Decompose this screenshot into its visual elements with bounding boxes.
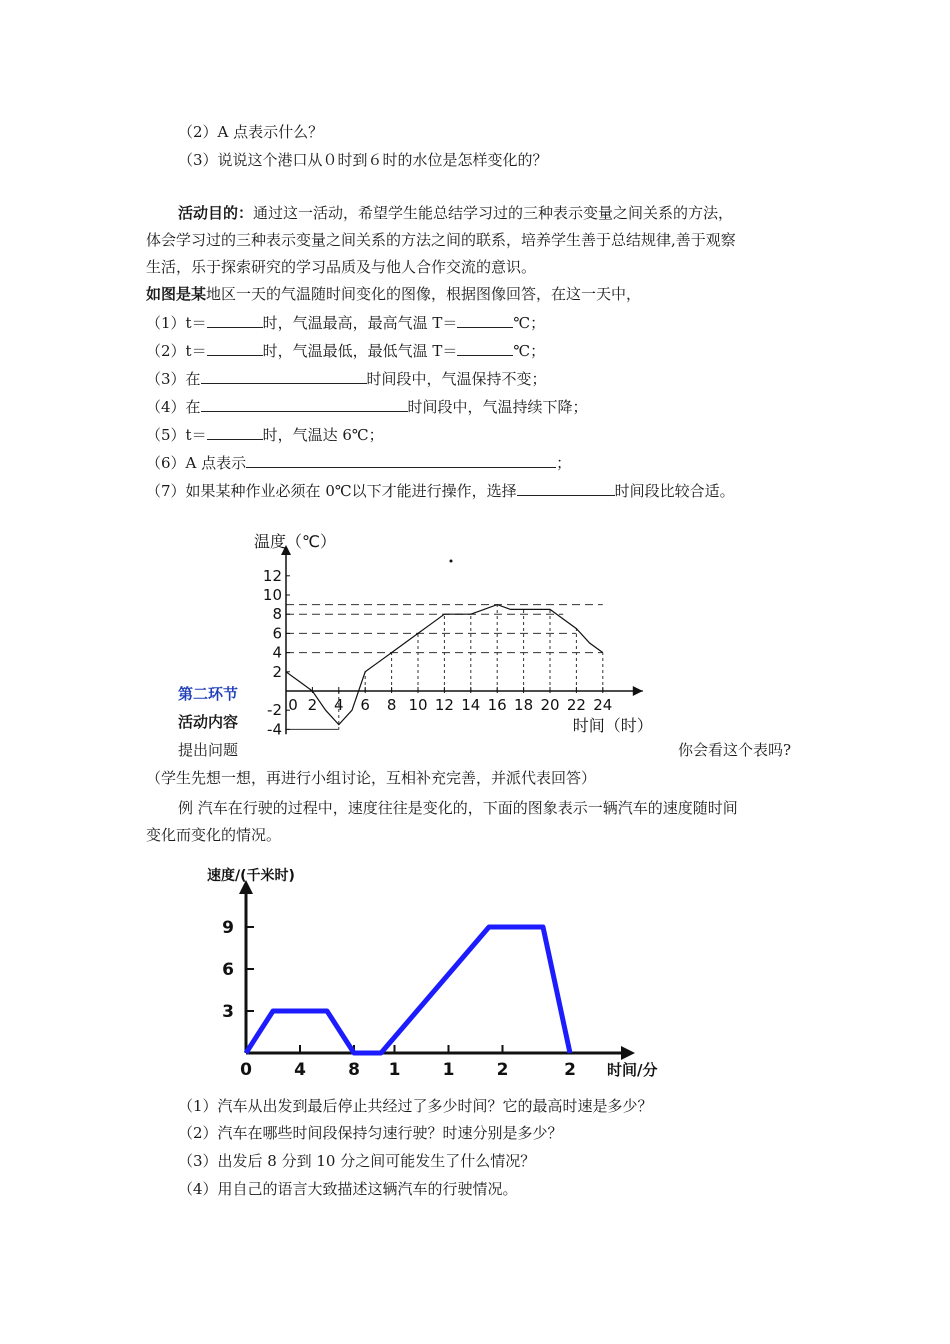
speed-x-tick-label: 8 [348, 1060, 360, 1080]
temp-x-tick-label: 22 [566, 696, 586, 714]
problem-lead-rest: 地区一天的气温随时间变化的图像，根据图像回答，在这一天中， [206, 285, 642, 303]
q3-text-b: 时间段中，气温保持不变； [366, 370, 547, 388]
problem-lead-bold: 如图是某 [146, 285, 207, 303]
section2-note: （学生先想一想，再进行小组讨论，互相补充完善，并派代表回答） [146, 769, 597, 787]
q6-blank[interactable] [246, 452, 556, 468]
speed-y-tick-label: 9 [222, 918, 234, 938]
temp-y-tick-label: -4 [267, 720, 282, 739]
temp-y-tick-label: 10 [262, 586, 282, 604]
temp-x-tick-label: 24 [593, 696, 613, 714]
q1-blank-time[interactable] [207, 312, 263, 328]
purpose-text-1: 通过这一活动，希望学生能总结学习过的三种表示变量之间关系的方法， [253, 204, 734, 222]
temp-x-tick-label: 4 [334, 696, 344, 714]
temp-x-tick-label: 2 [307, 696, 318, 714]
problem-question-7 [146, 480, 735, 501]
intro-question-2: （2）A 点表示什么？ [178, 123, 324, 141]
q2-text-a: （2）t＝ [146, 342, 207, 360]
q7-text-b: 时间段比较合适。 [614, 482, 735, 500]
temp-x-tick-label: 20 [540, 696, 560, 714]
speed-x-tick-label: 0 [240, 1060, 252, 1080]
q2-text-b: 时，气温最低，最低气温 T＝ [262, 342, 458, 360]
problem-question-5 [146, 424, 384, 445]
section2-ask-right: 你会看这个表吗? [678, 741, 792, 759]
speed-x-axis-label: 时间/分 [607, 1061, 658, 1079]
problem-question-6 [146, 452, 571, 473]
q6-text-a: （6）A 点表示 [146, 454, 247, 472]
purpose-label: 活动目的： [178, 204, 254, 222]
speed-x-tick-label: 1 [442, 1060, 455, 1080]
temp-x-tick-label: 6 [360, 696, 370, 714]
q5-blank[interactable] [207, 424, 263, 440]
q2-blank-time[interactable] [207, 340, 263, 356]
speed-chart [195, 860, 675, 1090]
problem-question-3 [146, 368, 547, 389]
q3-blank[interactable] [201, 368, 367, 384]
speed-x-tick-label: 1 [388, 1060, 401, 1080]
example-line-2: 变化而变化的情况。 [146, 826, 282, 844]
q1-text-a: （1）t＝ [146, 314, 207, 332]
temp-y-tick-label: 12 [262, 566, 282, 585]
temp-y-tick-label: 6 [272, 624, 282, 643]
temp-y-tick-label: 8 [272, 605, 282, 624]
temp-y-tick-label: -2 [267, 701, 282, 720]
speed-x-tick-label: 2 [564, 1060, 576, 1080]
q1-text-b: 时，气温最高，最高气温 T＝ [262, 314, 458, 332]
purpose-line-2: 体会学习过的三种表示变量之间关系的方法之间的联系，培养学生善于总结规律,善于观察 [146, 231, 736, 249]
q1-blank-temp[interactable] [457, 312, 513, 328]
speed-question-1: （1）汽车从出发到最后停止共经过了多少时间？它的最高时速是多少？ [178, 1097, 653, 1115]
problem-question-4 [146, 396, 588, 417]
q6-text-b: ； [556, 454, 572, 472]
q5-text-b: 时，气温达 6℃； [262, 426, 384, 444]
temp-x-tick-label: 10 [408, 696, 428, 714]
section2-content-label: 活动内容 [178, 713, 239, 731]
q4-text-b: 时间段中，气温持续下降； [407, 398, 588, 416]
speed-series-line [246, 927, 570, 1053]
speed-x-tick-label: 2 [496, 1060, 509, 1080]
problem-lead [146, 284, 641, 304]
speed-y-tick-label: 6 [222, 960, 234, 980]
intro-question-3: （3）说说这个港口从０时到６时的水位是怎样变化的？ [178, 151, 548, 169]
purpose-line-3: 生活，乐于探索研究的学习品质及与他人合作交流的意识。 [146, 258, 537, 276]
temp-x-axis-label: 时间（时） [572, 716, 653, 735]
section2-ask: 提出问题 [178, 741, 239, 759]
purpose-line-1 [178, 203, 733, 223]
q4-blank[interactable] [201, 396, 408, 412]
speed-question-3: （3）出发后 8 分到 10 分之间可能发生了什么情况？ [178, 1152, 536, 1170]
temp-x-tick-label: 0 [288, 696, 298, 714]
temp-stray-dot [450, 560, 453, 563]
q2-text-c: ℃； [513, 342, 546, 360]
q3-text-a: （3）在 [146, 370, 201, 388]
temperature-chart [240, 525, 660, 740]
temp-y-tick-label: 4 [272, 643, 282, 662]
temp-y-axis-label: 温度（℃） [254, 532, 336, 551]
q2-blank-temp[interactable] [457, 340, 513, 356]
speed-y-tick-label: 3 [222, 1002, 234, 1022]
problem-question-1 [146, 312, 545, 333]
section2-title: 第二环节 [178, 685, 239, 703]
temp-y-tick-label: 2 [272, 662, 282, 681]
temp-x-tick-label: 12 [434, 696, 454, 714]
q7-text-a: （7）如果某种作业必须在 0℃以下才能进行操作，选择 [146, 482, 517, 500]
speed-y-axis-label: 速度/(千米时) [207, 868, 295, 884]
speed-x-tick-label: 4 [294, 1060, 306, 1080]
q4-text-a: （4）在 [146, 398, 201, 416]
temp-x-tick-label: 16 [487, 696, 507, 714]
temp-x-tick-label: 8 [386, 696, 397, 714]
q1-text-c: ℃； [513, 314, 546, 332]
temp-x-tick-label: 14 [461, 696, 481, 714]
temp-x-arrow [633, 686, 643, 696]
speed-question-4: （4）用自己的语言大致描述这辆汽车的行驶情况。 [178, 1180, 518, 1198]
problem-question-2 [146, 340, 545, 361]
speed-x-arrow [621, 1046, 635, 1060]
q7-blank[interactable] [517, 480, 615, 496]
example-line-1: 例 汽车在行驶的过程中，速度往往是变化的，下面的图象表示一辆汽车的速度随时间 [178, 799, 738, 817]
speed-question-2: （2）汽车在哪些时间段保持匀速行驶？时速分别是多少？ [178, 1124, 563, 1142]
q5-text-a: （5）t＝ [146, 426, 207, 444]
temp-x-tick-label: 18 [514, 696, 534, 714]
